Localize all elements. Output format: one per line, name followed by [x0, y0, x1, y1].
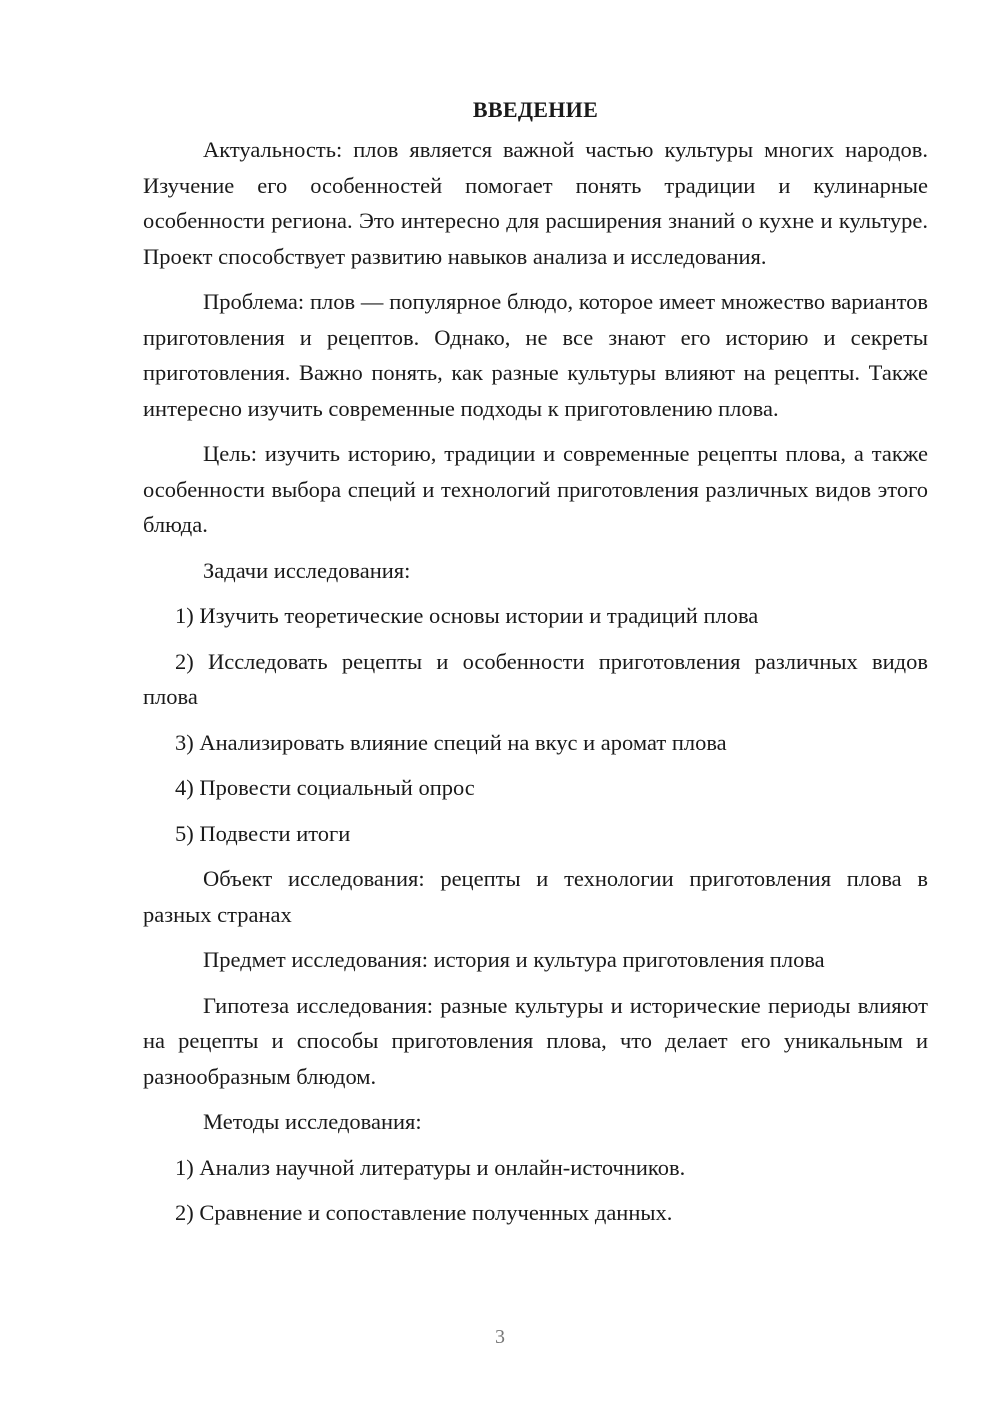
- problem-paragraph: Проблема: плов — популярное блюдо, которое имеет множество вариантов приготовления и рецептов. Однако, не все знают его историю и секреты приготовления. Важно понять, как разные культуры влияют на рецепты. Также интересно изучить современные подходы к приготовлению плова.: [143, 289, 928, 421]
- methods-heading: Методы исследования:: [203, 1109, 422, 1134]
- page-number: 3: [495, 1326, 505, 1348]
- goal-paragraph: Цель: изучить историю, традиции и современные рецепты плова, а также особенности выбора специй и технологий приготовления различных видов этого блюда.: [143, 441, 928, 537]
- task-item: 5) Подвести итоги: [175, 820, 351, 846]
- section-title: ВВЕДЕНИЕ: [472, 97, 599, 122]
- hypothesis-paragraph: Гипотеза исследования: разные культуры и исторические периоды влияют на рецепты и способы приготовления плова, что делает его уникальным и разнообразным блюдом.: [143, 992, 928, 1089]
- task-item: 4) Провести социальный опрос: [175, 775, 475, 800]
- method-item: 1) Анализ научной литературы и онлайн-источников.: [175, 1154, 686, 1180]
- tasks-heading: Задачи исследования:: [203, 557, 411, 583]
- method-item: 2) Сравнение и сопоставление полученных данных.: [175, 1200, 673, 1225]
- task-item: 2) Исследовать рецепты и особенности приготовления различных видов плова: [143, 648, 928, 709]
- task-item: 3) Анализировать влияние специй на вкус и аромат плова: [175, 729, 727, 755]
- document-page: [143, 92, 928, 1231]
- task-item: 1) Изучить теоретические основы истории и традиций плова: [175, 603, 759, 628]
- object-paragraph: Объект исследования: рецепты и технологии приготовления плова в разных странах: [143, 866, 928, 927]
- relevance-paragraph: Актуальность: плов является важной частью культуры многих народов. Изучение его особенностей помогает понять традиции и кулинарные особенности региона. Это интересно для расширения знаний о кухне и культуре. Проект способствует развитию навыков анализа и исследования.: [143, 137, 928, 269]
- subject-paragraph: Предмет исследования: история и культура приготовления плова: [203, 947, 825, 972]
